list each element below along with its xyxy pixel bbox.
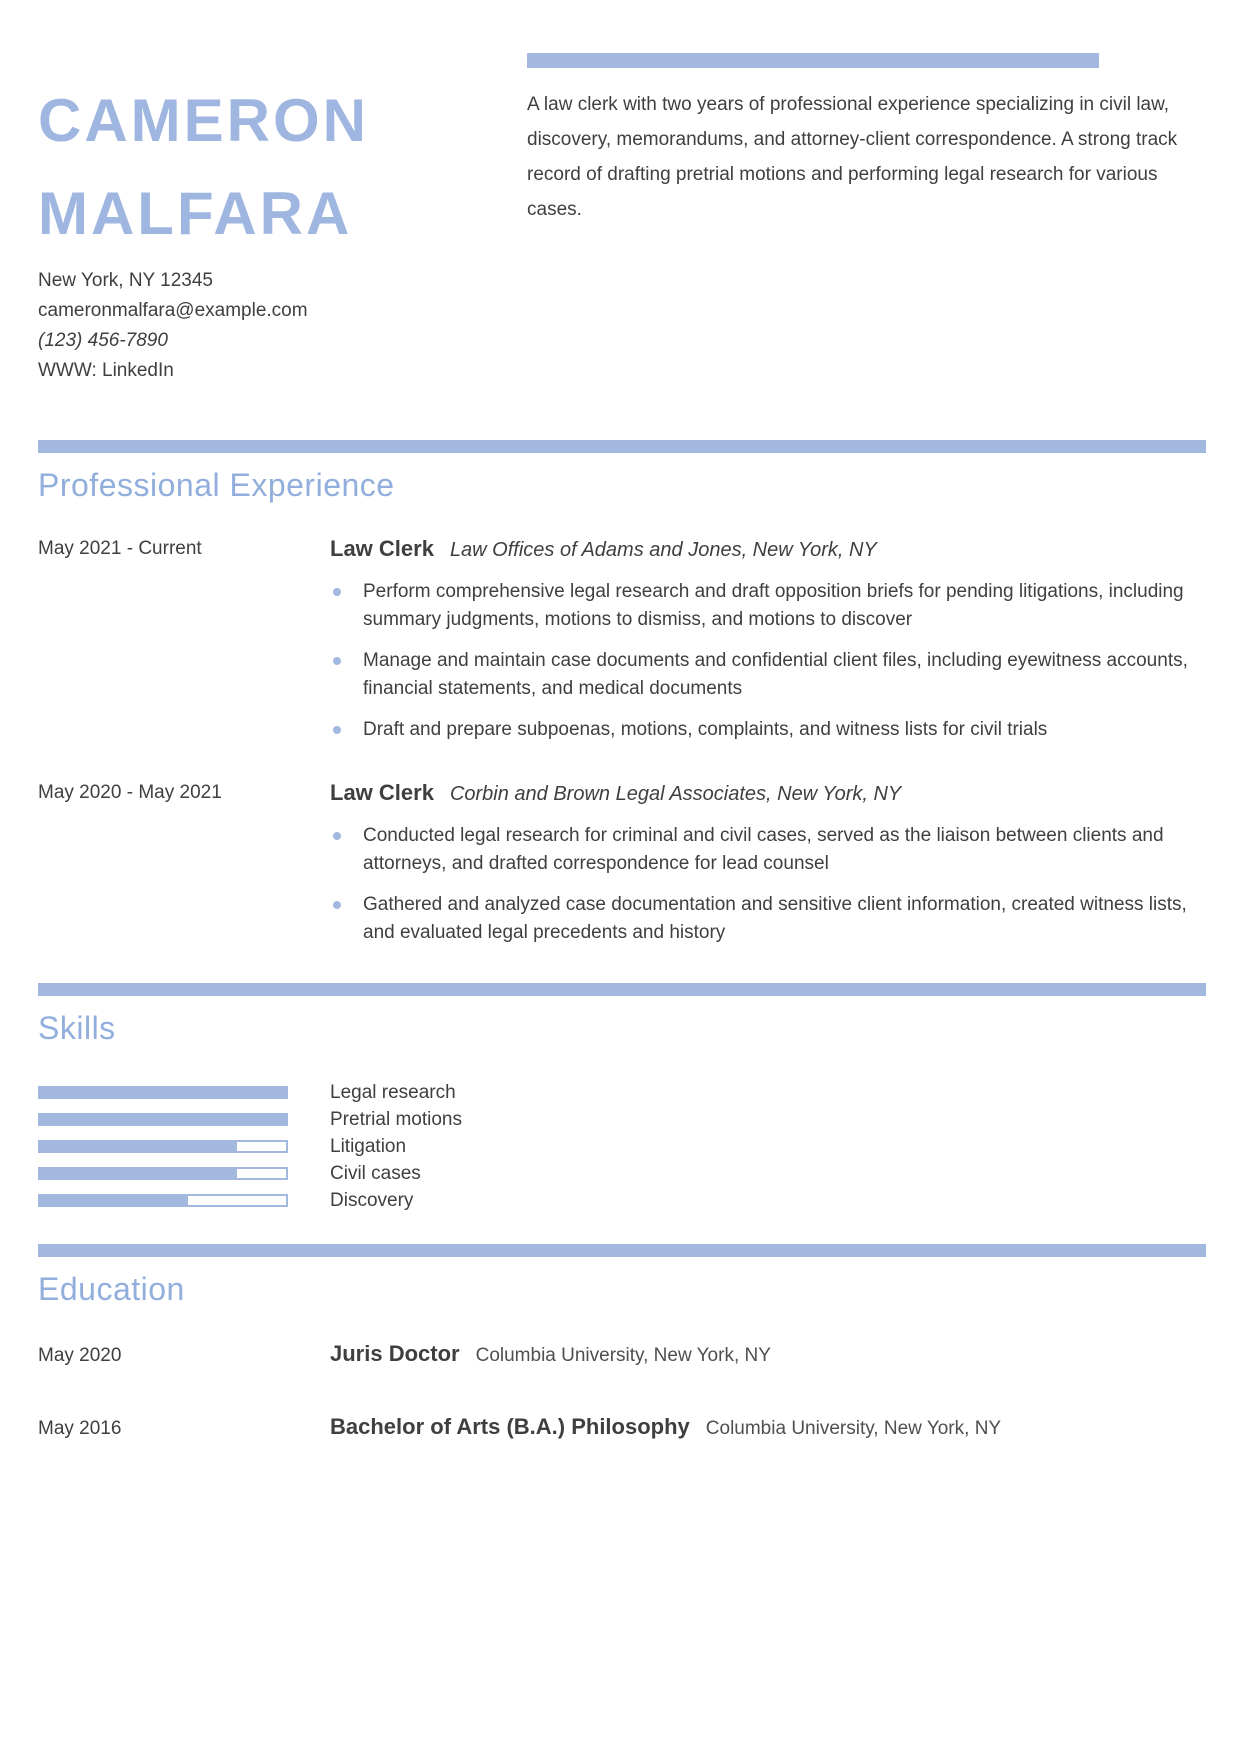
summary-block (527, 53, 1183, 227)
skill-bar-column (38, 1113, 330, 1126)
contact-email: cameronmalfara@example.com (38, 300, 308, 321)
skill-label: Legal research (330, 1082, 456, 1103)
contact-phone: (123) 456-7890 (38, 330, 168, 351)
skill-level-fill (40, 1196, 188, 1205)
skills-list (38, 1079, 1206, 1214)
education-details-column (330, 1340, 1206, 1368)
skill-bar-column (38, 1086, 330, 1099)
degree-title: Bachelor of Arts (B.A.) Philosophy (330, 1414, 690, 1439)
experience-bullet (330, 716, 1206, 744)
education-entries (38, 1340, 1206, 1442)
bullet-text: Conducted legal research for criminal and civil cases, served as the liaison between clients and attorneys, and drafted correspondence for lead counsel (363, 825, 1164, 874)
company-name: Corbin and Brown Legal Associates, New York, NY (449, 783, 902, 805)
summary-accent-bar (527, 53, 1099, 68)
bullet-dot-icon (333, 657, 341, 665)
resume-body (38, 440, 1206, 1486)
experience-bullet (330, 647, 1206, 703)
experience-details-column (330, 780, 1206, 947)
bullet-text: Perform comprehensive legal research and draft opposition briefs for pending litigations, including summary judgments, motions to dismiss, and motions to discover (363, 581, 1184, 630)
education-dates-column (38, 1416, 330, 1442)
experience-dates: May 2021 - Current (38, 538, 202, 559)
skill-level-bar (38, 1113, 288, 1126)
experience-entry (38, 780, 1206, 947)
skill-row (38, 1160, 1206, 1187)
skill-row (38, 1133, 1206, 1160)
section-divider (38, 1244, 1206, 1257)
bullet-text: Draft and prepare subpoenas, motions, complaints, and witness lists for civil trials (363, 719, 1048, 740)
education-dates-column (38, 1343, 330, 1369)
experience-entry (38, 536, 1206, 744)
bullet-dot-icon (333, 588, 341, 596)
skill-level-bar (38, 1167, 288, 1180)
skill-level-fill (40, 1115, 286, 1124)
skill-bar-column (38, 1140, 330, 1153)
experience-bullet-list (330, 578, 1206, 744)
education-section-title: Education (38, 1271, 185, 1307)
skill-level-bar (38, 1140, 288, 1153)
education-dates: May 2020 (38, 1345, 122, 1366)
experience-entries (38, 536, 1206, 947)
experience-bullet (330, 891, 1206, 947)
contact-info (38, 266, 308, 386)
skill-label: Discovery (330, 1190, 414, 1211)
education-details-column (330, 1413, 1206, 1441)
education-entry (38, 1340, 1206, 1369)
skill-bar-column (38, 1194, 330, 1207)
skill-row (38, 1187, 1206, 1214)
skill-label: Civil cases (330, 1163, 421, 1184)
summary-text: A law clerk with two years of professional experience specializing in civil law, discovery, memorandums, and attorney-client correspondence. A strong track record of drafting pretrial motions and performing legal research for various cases. (527, 94, 1178, 220)
education-degree-line (330, 1413, 1206, 1441)
skills-section-title: Skills (38, 1010, 116, 1046)
bullet-dot-icon (333, 832, 341, 840)
bullet-text: Manage and maintain case documents and confidential client files, including eyewitness accounts, financial statements, and medical documents (363, 650, 1188, 699)
job-title: Law Clerk (330, 536, 434, 561)
job-title: Law Clerk (330, 780, 434, 805)
skill-level-fill (40, 1088, 286, 1097)
school-name: Columbia University, New York, NY (705, 1418, 1002, 1439)
bullet-text: Gathered and analyzed case documentation and sensitive client information, created witness lists, and evaluated legal precedents and history (363, 894, 1187, 943)
candidate-last-name: MALFARA (38, 180, 353, 248)
skill-level-bar (38, 1194, 288, 1207)
experience-role-line (330, 780, 1206, 806)
company-name: Law Offices of Adams and Jones, New York, NY (449, 539, 877, 561)
education-entry (38, 1413, 1206, 1442)
contact-website: WWW: LinkedIn (38, 360, 174, 381)
bullet-dot-icon (333, 726, 341, 734)
candidate-first-name: CAMERON (38, 87, 369, 155)
section-divider (38, 983, 1206, 996)
experience-bullet-list (330, 822, 1206, 947)
experience-bullet (330, 578, 1206, 634)
education-dates: May 2016 (38, 1418, 122, 1439)
experience-bullet (330, 822, 1206, 878)
degree-title: Juris Doctor (330, 1341, 460, 1366)
skill-level-bar (38, 1086, 288, 1099)
experience-dates: May 2020 - May 2021 (38, 782, 222, 803)
school-name: Columbia University, New York, NY (475, 1345, 771, 1366)
experience-details-column (330, 536, 1206, 744)
bullet-dot-icon (333, 901, 341, 909)
skill-bar-column (38, 1167, 330, 1180)
experience-dates-column (38, 536, 330, 744)
skill-level-fill (40, 1169, 237, 1178)
education-degree-line (330, 1340, 1206, 1368)
skill-row (38, 1079, 1206, 1106)
experience-role-line (330, 536, 1206, 562)
skill-row (38, 1106, 1206, 1133)
skill-level-fill (40, 1142, 237, 1151)
contact-location: New York, NY 12345 (38, 270, 213, 291)
experience-dates-column (38, 780, 330, 947)
skill-label: Pretrial motions (330, 1109, 462, 1130)
experience-section-title: Professional Experience (38, 467, 395, 503)
candidate-name (38, 74, 369, 260)
section-divider (38, 440, 1206, 453)
skill-label: Litigation (330, 1136, 407, 1157)
